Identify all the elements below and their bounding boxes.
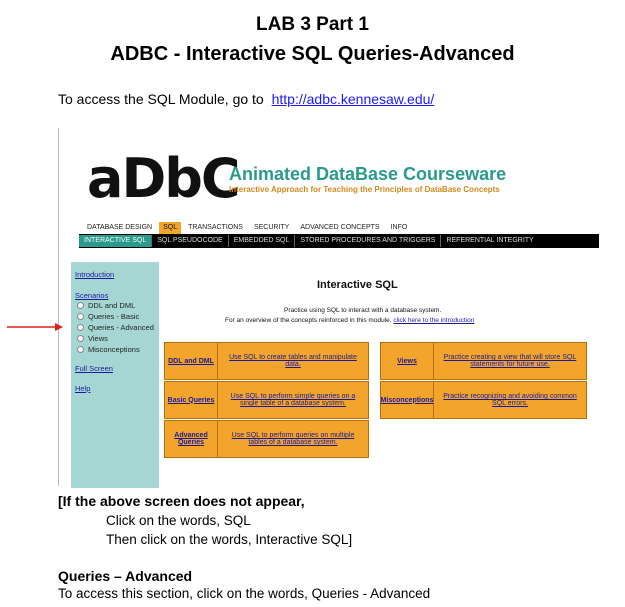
card-basic-queries[interactable] (164, 381, 369, 419)
nav-security[interactable]: SECURITY (253, 224, 290, 231)
interactive-sql-title: Interactive SQL (317, 279, 398, 291)
card-label[interactable]: DDL and DML (165, 343, 218, 379)
interactive-sql-overview (225, 317, 474, 324)
introduction-link[interactable]: Introduction (75, 270, 115, 279)
card-label[interactable]: Advanced Queries (165, 421, 218, 457)
nav-sql[interactable]: SQL (159, 222, 181, 234)
intro-line (58, 91, 434, 107)
radio-label: DDL and DML (88, 301, 136, 310)
doc-title-line2: ADBC - Interactive SQL Queries-Advanced (110, 43, 515, 65)
nav-info[interactable]: INFO (390, 224, 408, 231)
radio-queries-advanced[interactable] (77, 323, 154, 332)
nav-transactions[interactable]: TRANSACTIONS (188, 224, 243, 231)
card-label[interactable]: Basic Queries (165, 382, 218, 418)
radio-misconceptions[interactable] (77, 345, 140, 354)
introduction-overview-link[interactable]: click here to the introduction (393, 317, 475, 324)
radio-views[interactable] (77, 334, 108, 343)
nav-database-design[interactable]: DATABASE DESIGN (87, 224, 153, 231)
intro-text: To access the SQL Module, go to (58, 91, 264, 107)
radio-label: Misconceptions (88, 345, 140, 354)
card-misconceptions[interactable] (380, 381, 587, 419)
top-nav (83, 222, 414, 234)
fallback-step2: Then click on the words, Interactive SQL] (106, 532, 353, 547)
scenarios-link[interactable]: Scenarios (75, 291, 109, 300)
radio-icon (77, 335, 84, 342)
radio-label: Views (88, 334, 108, 343)
logo-subtitle: Interactive Approach for Teaching the Principles of DataBase Concepts (229, 185, 500, 194)
card-advanced-queries[interactable] (164, 420, 369, 458)
logo-title: Animated DataBase Courseware (229, 164, 507, 184)
interactive-sql-desc: Practice using SQL to interact with a database system. (284, 307, 442, 314)
full-screen-link[interactable]: Full Screen (75, 364, 113, 373)
radio-label: Queries - Basic (88, 312, 140, 321)
subnav-interactive-sql[interactable]: INTERACTIVE SQL (79, 235, 152, 247)
subnav-sql-pseudocode[interactable]: SQL PSEUDOCODE (152, 235, 228, 247)
radio-icon (77, 302, 84, 309)
fallback-note: [If the above screen does not appear, (58, 493, 305, 509)
subnav-referential-integrity[interactable]: REFERENTIAL INTEGRITY (446, 237, 534, 244)
card-label[interactable]: Views (381, 343, 434, 379)
subnav-stored-procedures[interactable]: STORED PROCEDURES AND TRIGGERS (295, 235, 441, 247)
nav-advanced-concepts[interactable]: ADVANCED CONCEPTS (300, 224, 380, 231)
red-arrow-icon (7, 322, 63, 332)
doc-title-line1: LAB 3 Part 1 (256, 14, 369, 35)
card-ddl-dml[interactable] (164, 342, 369, 380)
left-panel (71, 262, 159, 488)
card-text[interactable]: Practice recognizing and avoiding common SQL errors. (443, 393, 577, 407)
overview-text: For an overview of the concepts reinforced in this module, (225, 317, 392, 324)
help-link[interactable]: Help (75, 384, 91, 393)
section-heading: Queries – Advanced (58, 568, 193, 584)
card-text[interactable]: Practice creating a view that will store SQL statements for future use. (443, 354, 577, 368)
arrow-head (55, 323, 63, 331)
fallback-step1: Click on the words, SQL (106, 513, 251, 528)
radio-icon (77, 346, 84, 353)
section-instruction: To access this section, click on the words, Queries - Advanced (58, 586, 431, 601)
card-text[interactable]: Use SQL to perform simple queries on a single table of a database system. (230, 393, 356, 407)
radio-label: Queries - Advanced (88, 323, 154, 332)
adbc-logo: aDbC (87, 147, 239, 210)
sub-nav (79, 234, 599, 248)
intro-url-link[interactable]: http://adbc.kennesaw.edu/ (271, 91, 435, 107)
radio-ddl-dml[interactable] (77, 301, 135, 310)
radio-queries-basic[interactable] (77, 312, 139, 321)
subnav-embedded-sql[interactable]: EMBEDDED SQL (229, 235, 296, 247)
card-text[interactable]: Use SQL to create tables and manipulate data. (229, 354, 357, 368)
card-text[interactable]: Use SQL to perform queries on multiple tables of a database system. (231, 432, 355, 446)
radio-icon (77, 324, 84, 331)
radio-icon (77, 313, 84, 320)
card-views[interactable] (380, 342, 587, 380)
card-label[interactable]: Misconceptions (381, 382, 434, 418)
embedded-screenshot (58, 128, 599, 486)
